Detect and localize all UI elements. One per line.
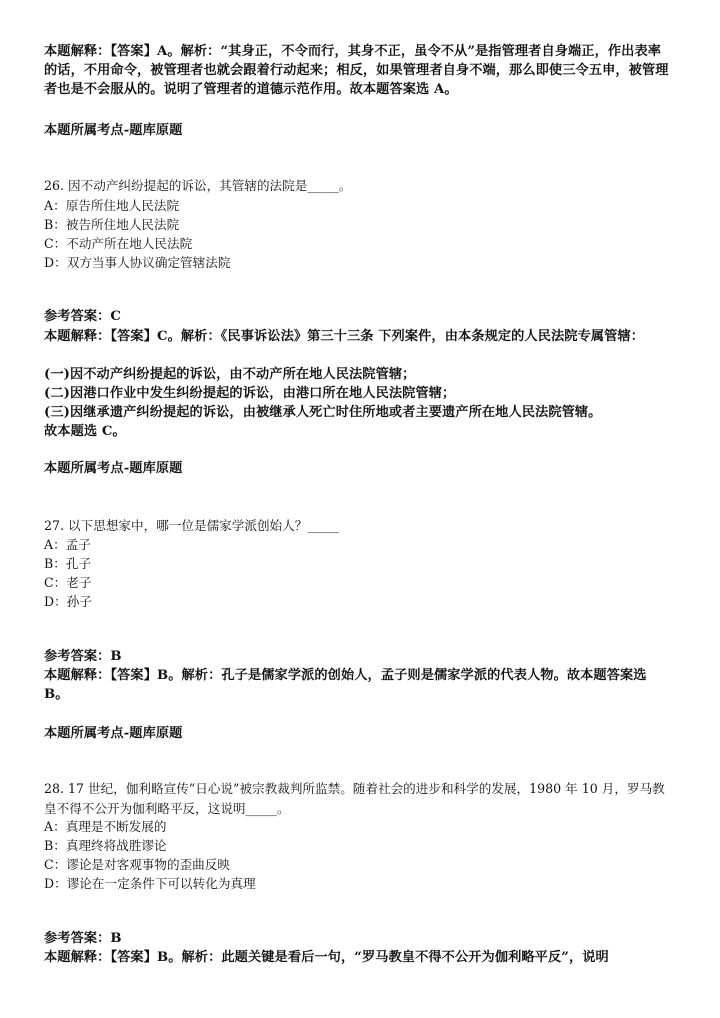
question-26-stem: 26. 因不动产纠纷提起的诉讼，其管辖的法院是_____。 bbox=[44, 178, 352, 193]
source-label-26: 本题所属考点-题库原题 bbox=[44, 461, 183, 476]
question-26-explanation-5: 故本题选 C。 bbox=[44, 424, 126, 439]
question-27-option-d: D：孙子 bbox=[44, 594, 92, 609]
question-27-answer: 参考答案：B bbox=[44, 649, 122, 664]
question-26-explanation-1: 本题解释：【答案】C。解析：《民事诉讼法》第三十三条 下列案件，由本条规定的人民法院专属管辖： bbox=[44, 329, 645, 344]
question-27-option-b: B：孔子 bbox=[44, 556, 92, 571]
question-28-explanation: 本题解释：【答案】B。解析：此题关键是看后一句，“罗马教皇不得不公开为伽利略平反”，说明 bbox=[44, 950, 609, 965]
question-28-option-a: A：真理是不断发展的 bbox=[44, 819, 167, 834]
question-26-option-b: B：被告所住地人民法院 bbox=[44, 217, 180, 232]
question-27-stem: 27. 以下思想家中，哪一位是儒家学派创始人？_____ bbox=[44, 518, 339, 533]
question-28-answer: 参考答案：B bbox=[44, 931, 122, 946]
question-26-explanation-4: (三)因继承遗产纠纷提起的诉讼，由被继承人死亡时住所地或者主要遗产所在地人民法院管辖。 bbox=[44, 405, 602, 420]
question-26-explanation-3: (二)因港口作业中发生纠纷提起的诉讼，由港口所在地人民法院管辖； bbox=[44, 386, 456, 401]
question-28-option-b: B：真理终将战胜谬论 bbox=[44, 838, 167, 853]
source-label-25: 本题所属考点-题库原题 bbox=[44, 123, 183, 138]
question-26-option-d: D：双方当事人协议确定管辖法院 bbox=[44, 255, 231, 270]
question-28-option-c: C：谬论是对客观事物的歪曲反映 bbox=[44, 857, 230, 872]
question-27-option-a: A：孟子 bbox=[44, 537, 91, 552]
question-28-option-d: D：谬论在一定条件下可以转化为真理 bbox=[44, 876, 256, 891]
document-page bbox=[44, 0, 684, 1018]
source-label-27: 本题所属考点-题库原题 bbox=[44, 726, 183, 741]
question-27-explanation: 本题解释：【答案】B。解析：孔子是儒家学派的创始人，孟子则是儒家学派的代表人物。故本题答案选 B。 bbox=[44, 668, 647, 702]
question-26-option-c: C：不动产所在地人民法院 bbox=[44, 236, 193, 251]
explanation-25: 本题解释：【答案】A。解析：“其身正，不令而行，其身不正，虽令不从”是指管理者自身端正，作出表率的话，不用命令，被管理者也就会跟着行动起来；相反，如果管理者自身不端，那么即使三令五申，被管理者也是不会服从的。说明了管理者的道德示范作用。故本题答案选 A。 bbox=[44, 44, 669, 97]
question-27-option-c: C：老子 bbox=[44, 575, 92, 590]
question-26-explanation-2: (一)因不动产纠纷提起的诉讼，由不动产所在地人民法院管辖； bbox=[44, 367, 416, 382]
question-26-option-a: A：原告所住地人民法院 bbox=[44, 198, 180, 213]
question-28-stem: 28. 17 世纪，伽利略宣传“日心说”被宗教裁判所监禁。随着社会的进步和科学的发展，1980 年 10 月，罗马教皇不得不公开为伽利略平反，这说明_____。 bbox=[44, 781, 665, 816]
question-26-answer: 参考答案：C bbox=[44, 309, 122, 324]
